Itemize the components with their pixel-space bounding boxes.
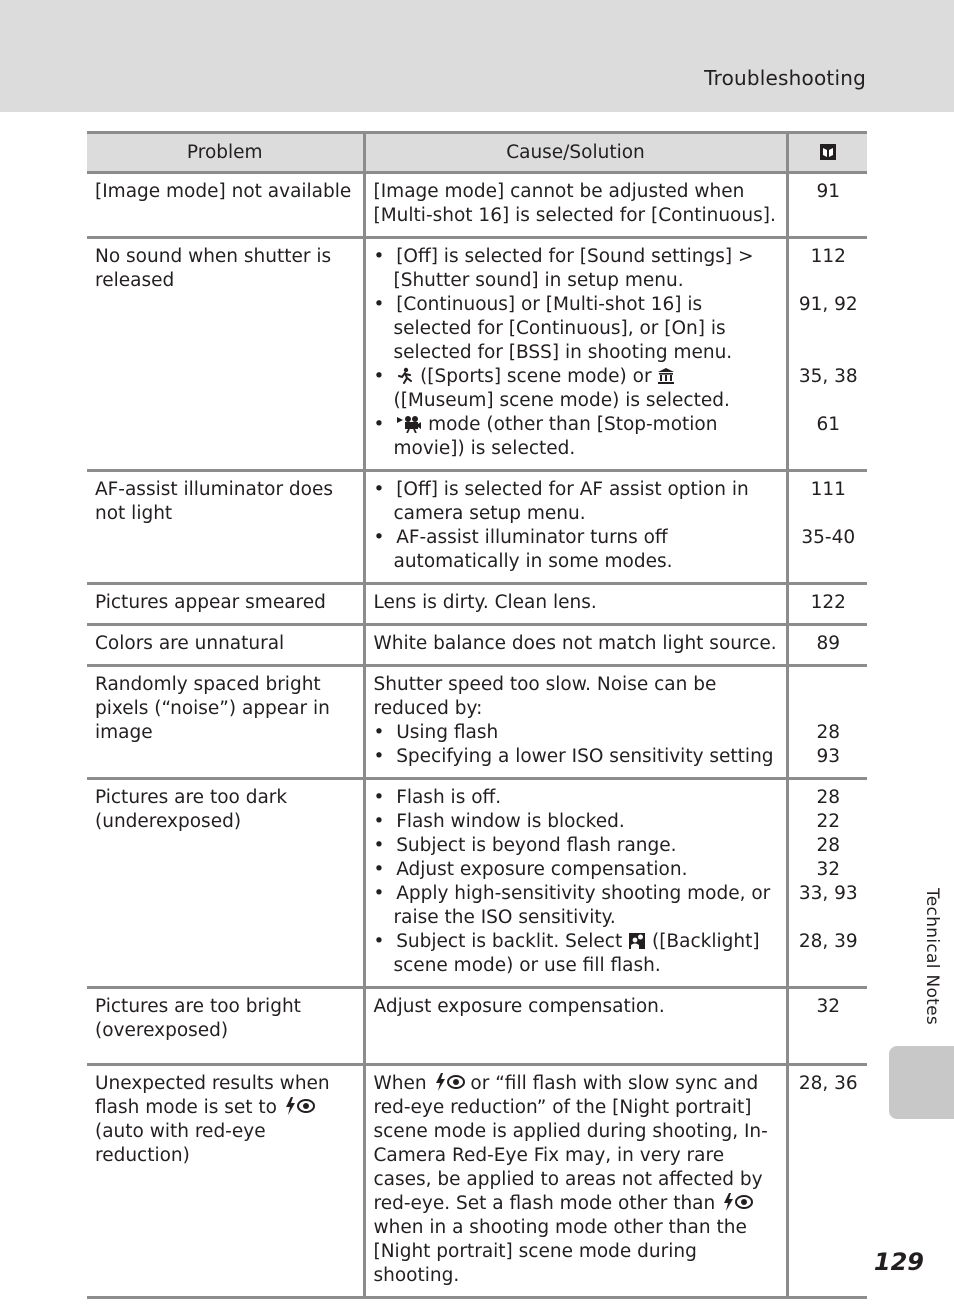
table-row: [87, 584, 867, 625]
problem-cell: Pictures appear smeared: [87, 584, 364, 625]
solution-cell: Lens is dirty. Clean lens.: [364, 584, 787, 625]
page-ref: 28, 39: [798, 931, 858, 952]
table-row: [87, 779, 867, 988]
solution-bullet: • Subject is beyond flash range.: [373, 835, 677, 856]
problem-cell: [87, 1065, 364, 1298]
solution-bullet: • Specifying a lower ISO sensitivity setting: [373, 746, 774, 767]
solution-bullet: • [Off] is selected for [Sound settings] > [Shutter sound] in setup menu.: [373, 246, 754, 291]
solution-bullet: • [Continuous] or [Multi-shot 16] is selected for [Continuous], or [On] is selected for [BSS] in shooting menu.: [373, 294, 733, 363]
solution-cell: [Image mode] cannot be adjusted when [Multi-shot 16] is selected for [Continuous].: [364, 173, 787, 238]
table-header-row: [87, 133, 867, 173]
page-ref: 28: [816, 722, 841, 743]
solution-cell: White balance does not match light source.: [364, 625, 787, 666]
table-row: [87, 666, 867, 779]
page-ref: 61: [816, 414, 841, 435]
page-ref-cell: 91: [787, 173, 867, 238]
column-header-reference: [787, 133, 867, 173]
solution-cell: [364, 779, 787, 988]
problem-cell: Randomly spaced bright pixels (“noise”) appear in image: [87, 666, 364, 779]
solution-bullet: • Subject is backlit. Select ([Backlight] scene mode) or use fill flash.: [373, 931, 760, 976]
solution-bullet: • ([Sports] scene mode) or ([Museum] scene mode) is selected.: [373, 366, 730, 411]
solution-cell: [364, 1065, 787, 1298]
section-side-tab: [889, 1046, 954, 1119]
table-row: [87, 1065, 867, 1298]
solution-text: when in a shooting mode other than the [Night portrait] scene mode during shooting.: [373, 1217, 747, 1286]
solution-cell: [364, 666, 787, 779]
solution-bullet: • Flash is off.: [373, 787, 502, 808]
page-ref: 93: [816, 746, 841, 767]
page-ref: 22: [816, 811, 841, 832]
table-row: [87, 988, 867, 1065]
page-ref: 28: [816, 835, 841, 856]
page-ref-cell: 89: [787, 625, 867, 666]
page-ref: 35-40: [801, 527, 856, 548]
solution-bullet: • Using flash: [373, 722, 499, 743]
page-title: Troubleshooting: [704, 66, 866, 90]
sports-scene-icon: [396, 367, 414, 385]
solution-text: or “fill flash with slow sync and red-eye reduction” of the [Night portrait] scene mode is applied during shooting, In-Camera Red-Eye Fix may, in very rare cases, be applied to areas not affected by red-eye. Set a flash mode other than: [373, 1073, 768, 1214]
problem-cell: No sound when shutter is released: [87, 238, 364, 471]
page-ref: 32: [816, 859, 841, 880]
solution-cell: [364, 238, 787, 471]
problem-text: Unexpected results when: [95, 1073, 330, 1094]
table-row: [87, 173, 867, 238]
movie-mode-icon: [396, 415, 422, 433]
solution-bullet: • Flash window is blocked.: [373, 811, 625, 832]
problem-text: (auto with red-eye reduction): [95, 1121, 266, 1166]
column-header-solution: Cause/Solution: [364, 133, 787, 173]
problem-text: flash mode is set to: [95, 1096, 356, 1120]
flash-red-eye-icon: [433, 1072, 465, 1092]
page-ref-cell: [787, 471, 867, 584]
table-row: [87, 625, 867, 666]
solution-cell: [364, 471, 787, 584]
table-row: [87, 471, 867, 584]
page-ref: 111: [810, 479, 846, 500]
troubleshooting-table: [87, 131, 867, 1299]
problem-cell: [Image mode] not available: [87, 173, 364, 238]
page-ref: 33, 93: [798, 883, 858, 904]
flash-red-eye-icon: [283, 1096, 315, 1116]
problem-cell: Colors are unnatural: [87, 625, 364, 666]
page-ref-cell: [787, 238, 867, 471]
backlight-scene-icon: [628, 932, 646, 950]
column-header-problem: Problem: [87, 133, 364, 173]
problem-cell: AF-assist illuminator does not light: [87, 471, 364, 584]
solution-cell: Adjust exposure compensation.: [364, 988, 787, 1065]
page-ref: 28: [816, 787, 841, 808]
page-number: 129: [873, 1248, 924, 1276]
solution-intro: Shutter speed too slow. Noise can be reduced by:: [373, 674, 717, 719]
solution-text: When: [373, 1073, 427, 1094]
problem-cell: Pictures are too bright (overexposed): [87, 988, 364, 1065]
header-band: [0, 0, 954, 112]
solution-bullet: • Apply high-sensitivity shooting mode, or raise the ISO sensitivity.: [373, 883, 771, 928]
page-ref-cell: [787, 666, 867, 779]
page-ref-cell: [787, 779, 867, 988]
museum-scene-icon: [657, 367, 675, 385]
solution-bullet: • [Off] is selected for AF assist option in camera setup menu.: [373, 479, 749, 524]
page-ref-cell: 122: [787, 584, 867, 625]
solution-bullet: • mode (other than [Stop-motion movie]) is selected.: [373, 414, 718, 459]
flash-red-eye-icon: [721, 1192, 753, 1212]
solution-bullet: • Adjust exposure compensation.: [373, 859, 688, 880]
page-ref-cell: 28, 36: [787, 1065, 867, 1298]
page-ref: 35, 38: [798, 366, 858, 387]
section-side-label: Technical Notes: [922, 888, 942, 1026]
problem-cell: Pictures are too dark (underexposed): [87, 779, 364, 988]
page-ref-cell: 32: [787, 988, 867, 1065]
page-ref: 112: [810, 246, 846, 267]
page-ref: 91, 92: [798, 294, 858, 315]
solution-bullet: • AF-assist illuminator turns off automatically in some modes.: [373, 527, 673, 572]
book-reference-icon: [819, 143, 837, 161]
table-row: [87, 238, 867, 471]
